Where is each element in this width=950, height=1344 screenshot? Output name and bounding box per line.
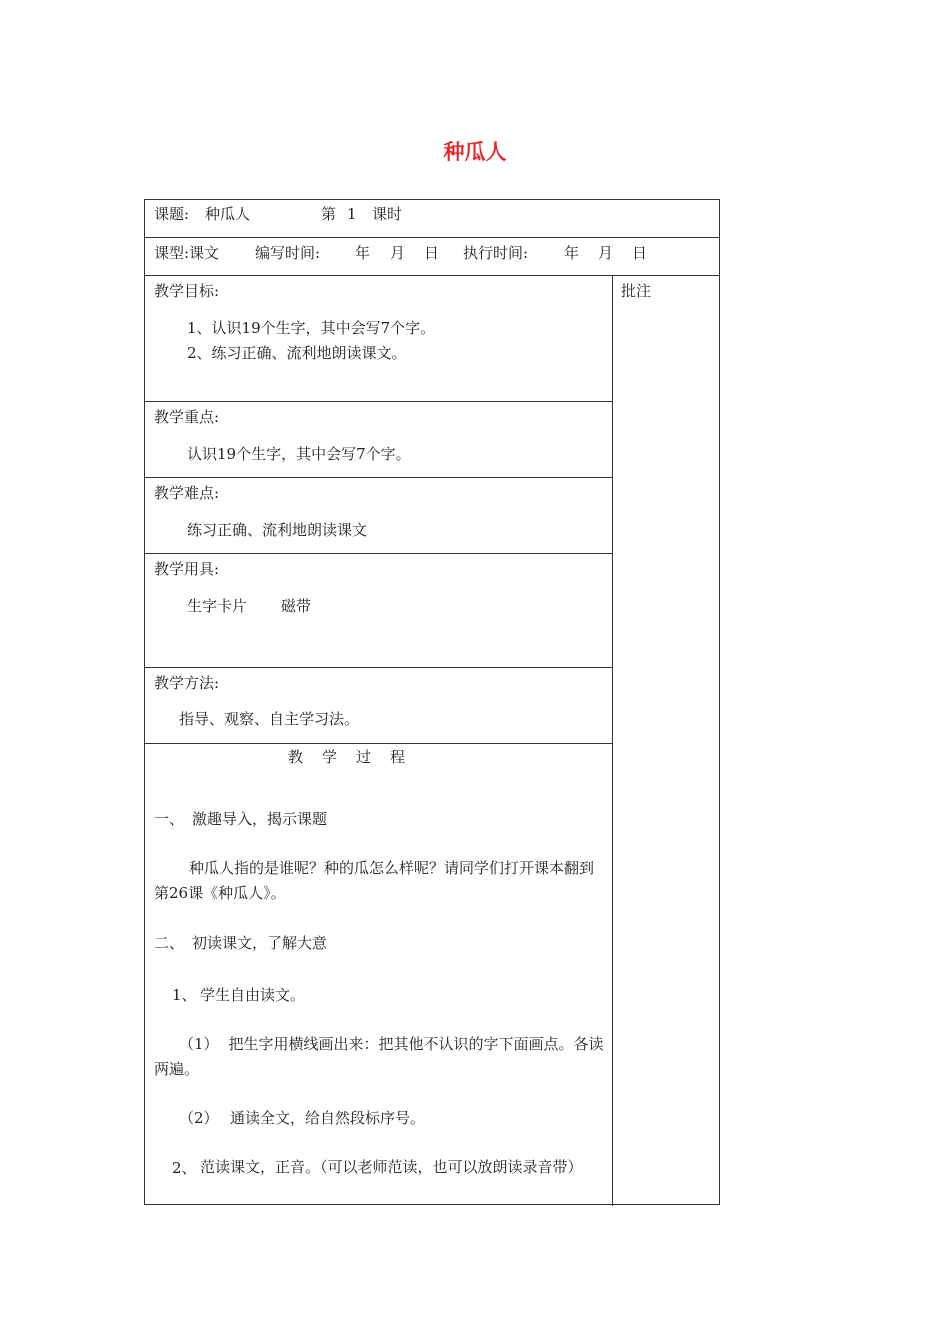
teaching-aids-label: 教学用具: — [154, 560, 220, 578]
step-title: 初读课文，了解大意 — [192, 934, 328, 952]
objective-item: 2、练习正确、流利地朗读课文。 — [187, 344, 407, 362]
substep-number: 2、 — [172, 1159, 197, 1177]
lesson-type: 课型:课文 — [154, 244, 220, 262]
row-divider — [145, 553, 613, 554]
process-heading-char: 过 — [356, 748, 372, 766]
exec-month: 月 — [598, 244, 614, 262]
process-paragraph — [154, 1032, 606, 1082]
lesson-number: 1 — [347, 205, 357, 223]
lesson-prefix: 第 — [321, 205, 337, 223]
written-day: 日 — [424, 244, 440, 262]
step-number: 一、 — [154, 810, 185, 828]
row-divider — [145, 275, 719, 276]
process-heading-char: 学 — [322, 748, 338, 766]
exec-day: 日 — [632, 244, 648, 262]
paren-number: （1） — [179, 1035, 219, 1053]
exec-year: 年 — [564, 244, 580, 262]
teaching-aid-item: 磁带 — [281, 597, 312, 615]
annotation-column-divider — [612, 276, 613, 1206]
exec-time-label: 执行时间: — [463, 244, 529, 262]
process-heading-char: 教 — [288, 748, 304, 766]
process-paragraph: 种瓜人指的是谁呢？种的瓜怎么样呢？请同学们打开课本翻到第26课《种瓜人》。 — [154, 859, 595, 902]
paren-text: 把生字用横线画出来：把其他不认识的字下面画点。各读两遍。 — [154, 1035, 604, 1078]
written-time-label: 编写时间: — [255, 244, 321, 262]
annotation-label: 批注 — [621, 282, 652, 300]
key-point-text: 认识19个生字，其中会写7个字。 — [187, 445, 411, 463]
row-divider — [145, 477, 613, 478]
row-divider — [145, 401, 613, 402]
teaching-aid-item: 生字卡片 — [187, 597, 248, 615]
written-year: 年 — [355, 244, 371, 262]
process-heading-char: 程 — [390, 748, 406, 766]
row-divider — [145, 237, 719, 238]
lesson-plan-table — [144, 199, 720, 1205]
substep-text: 范读课文，正音。（可以老师范读，也可以放朗读录音带） — [200, 1158, 583, 1176]
substep-text: 学生自由读文。 — [200, 986, 306, 1004]
teaching-methods-label: 教学方法: — [154, 674, 220, 692]
substep-number: 1、 — [172, 986, 197, 1004]
row-divider — [145, 667, 613, 668]
difficulty-text: 练习正确、流利地朗读课文 — [187, 521, 368, 539]
lesson-suffix: 课时 — [372, 205, 403, 223]
paren-text: 通读全文，给自然段标序号。 — [230, 1109, 426, 1127]
objectives-label: 教学目标: — [154, 282, 220, 300]
row-divider — [145, 743, 613, 744]
written-month: 月 — [390, 244, 406, 262]
step-title: 激趣导入，揭示课题 — [192, 810, 328, 828]
topic-label: 课题: — [154, 205, 190, 223]
paren-number: （2） — [179, 1109, 219, 1127]
difficulties-label: 教学难点: — [154, 484, 220, 502]
teaching-method-text: 指导、观察、自主学习法。 — [179, 710, 360, 728]
key-points-label: 教学重点: — [154, 408, 220, 426]
document-title: 种瓜人 — [443, 140, 507, 164]
objective-item: 1、认识19个生字，其中会写7个字。 — [187, 319, 436, 337]
step-number: 二、 — [154, 934, 185, 952]
topic-value: 种瓜人 — [205, 205, 251, 223]
